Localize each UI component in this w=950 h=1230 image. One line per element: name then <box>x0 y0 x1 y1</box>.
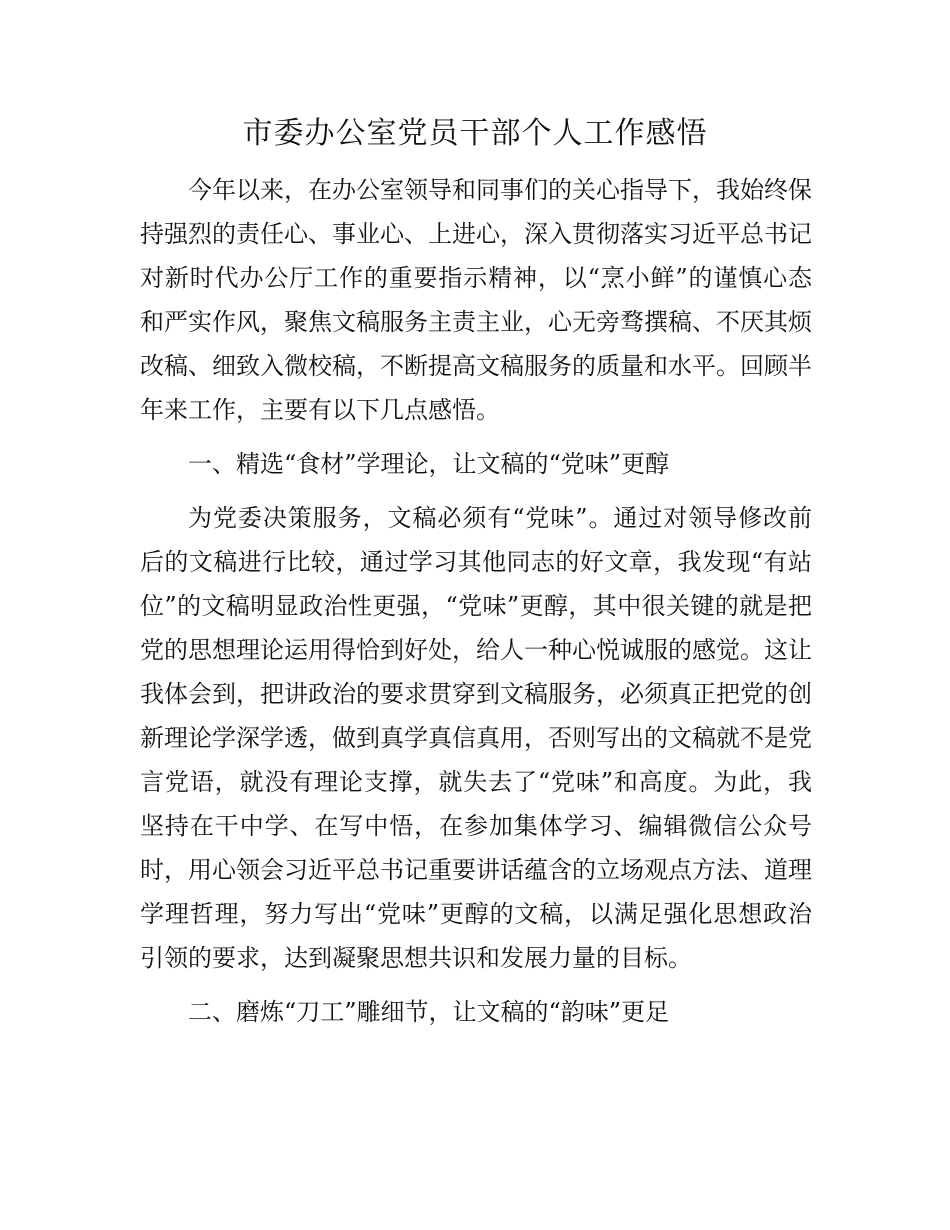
section-1-paragraph: 为党委决策服务，文稿必须有“党味”。通过对领导修改前后的文稿进行比较，通过学习其他同志的好文章，我发现“有站位”的文稿明显政治性更强，“党味”更醇，其中很关键的就是把党的思想理论运用得恰到好处，给人一种心悦诚服的感觉。这让我体会到，把讲政治的要求贯穿到文稿服务，必须真正把党的创新理论学深学透，做到真学真信真用，否则写出的文稿就不是党言党语，就没有理论支撑，就失去了“党味”和高度。为此，我坚持在干中学、在写中悟，在参加集体学习、编辑微信公众号时，用心领会习近平总书记重要讲话蕴含的立场观点方法、道理学理哲理，努力写出“党味”更醇的文稿，以满足强化思想政治引领的要求，达到凝聚思想共识和发展力量的目标。 <box>140 504 812 972</box>
paragraph-gap <box>140 432 812 442</box>
section-heading-1: 一、精选“食材”学理论，让文稿的“党味”更醇 <box>188 450 670 478</box>
paragraph-gap <box>140 980 812 990</box>
document-title: 市委办公室党员干部个人工作感悟 <box>242 116 708 151</box>
paragraph-gap <box>140 486 812 496</box>
intro-paragraph: 今年以来，在办公室领导和同事们的关心指导下，我始终保持强烈的责任心、事业心、上进心，深入贯彻落实习近平总书记对新时代办公厅工作的重要指示精神，以“烹小鲜”的谨慎心态和严实作风，聚焦文稿服务主责主业，心无旁骛撰稿、不厌其烦改稿、细致入微校稿，不断提高文稿服务的质量和水平。回顾半年来工作，主要有以下几点感悟。 <box>140 176 812 424</box>
document-body <box>140 168 812 1034</box>
section-heading-2: 二、磨炼“刀工”雕细节，让文稿的“韵味”更足 <box>188 998 670 1026</box>
